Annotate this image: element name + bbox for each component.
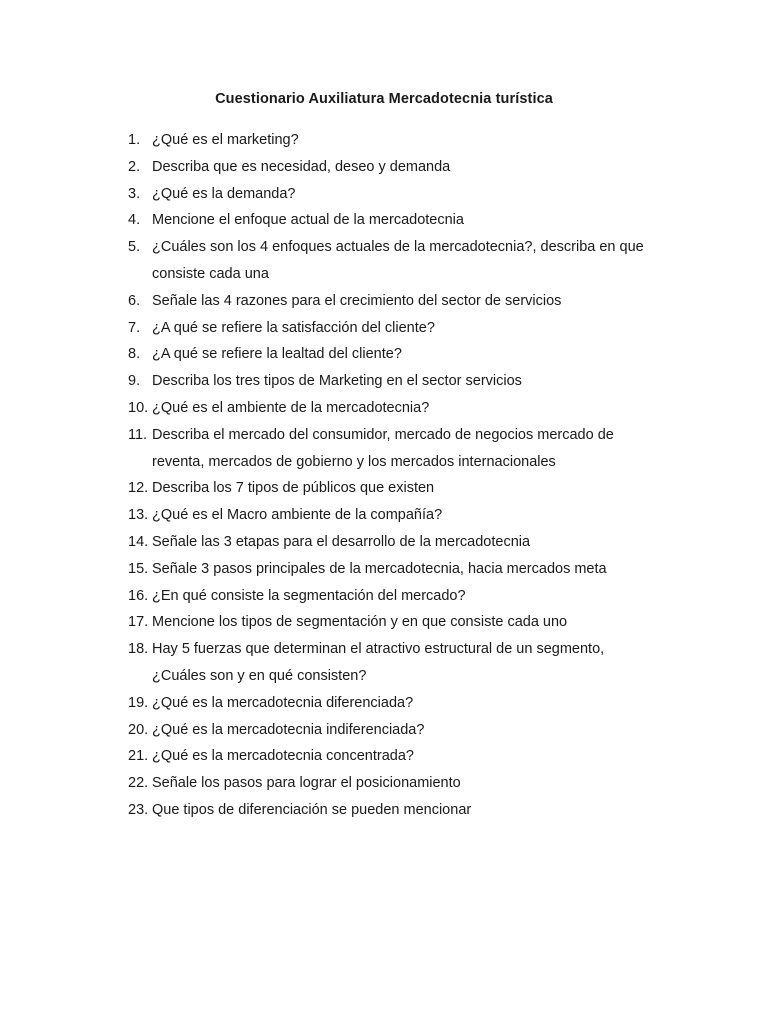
question-number: 3.: [128, 185, 141, 202]
question-text: ¿Qué es la mercadotecnia concentrada?: [152, 748, 414, 765]
question-number: 9.: [128, 373, 141, 390]
question-item: [128, 797, 648, 824]
question-item: [128, 717, 648, 744]
question-number: 10.: [128, 399, 149, 416]
question-text: ¿Qué es el Macro ambiente de la compañía?: [152, 507, 443, 524]
question-number: 23.: [128, 801, 149, 818]
question-number: 11.: [128, 426, 148, 443]
question-text: ¿En qué consiste la segmentación del mercado?: [152, 587, 466, 604]
question-text: Señale las 4 razones para el crecimiento del sector de servicios: [152, 292, 562, 309]
question-item: [128, 368, 648, 395]
question-item: [128, 770, 648, 797]
question-number: 7.: [128, 319, 141, 336]
question-item: [128, 341, 648, 368]
question-item: [128, 207, 648, 234]
question-number: 21.: [128, 748, 149, 765]
question-item: [128, 636, 648, 690]
question-number: 4.: [128, 212, 141, 229]
question-item: [128, 422, 648, 476]
question-text: ¿Qué es la mercadotecnia indiferenciada?: [152, 721, 425, 738]
question-text: Señale los pasos para lograr el posicionamiento: [152, 775, 461, 792]
question-item: [128, 609, 648, 636]
question-number: 17.: [128, 614, 149, 631]
question-text: Mencione los tipos de segmentación y en que consiste cada uno: [152, 614, 568, 631]
question-item: [128, 288, 648, 315]
question-item: [128, 234, 648, 288]
question-number: 16.: [128, 587, 149, 604]
question-item: [128, 583, 648, 610]
question-number: 19.: [128, 694, 149, 711]
question-text: ¿A qué se refiere la satisfacción del cliente?: [152, 319, 435, 336]
question-item: [128, 181, 648, 208]
question-text: Señale 3 pasos principales de la mercadotecnia, hacia mercados meta: [152, 560, 607, 577]
question-text: Mencione el enfoque actual de la mercadotecnia: [152, 212, 464, 229]
question-number: 22.: [128, 775, 149, 792]
question-item: [128, 556, 648, 583]
question-item: [128, 315, 648, 342]
question-text: ¿Cuáles son los 4 enfoques actuales de la mercadotecnia?, describa en que consiste cada una: [152, 239, 644, 282]
question-item: [128, 529, 648, 556]
document-title: Cuestionario Auxiliatura Mercadotecnia turística: [215, 91, 553, 107]
question-number: 12.: [128, 480, 149, 497]
question-text: ¿Qué es el marketing?: [152, 132, 299, 148]
question-text: ¿Qué es el ambiente de la mercadotecnia?: [152, 399, 430, 416]
question-item: [128, 502, 648, 529]
question-item: [128, 475, 648, 502]
question-number: 1.: [128, 132, 141, 148]
question-text: ¿Qué es la mercadotecnia diferenciada?: [152, 694, 414, 711]
question-item: [128, 127, 648, 154]
question-text: Que tipos de diferenciación se pueden mencionar: [152, 801, 472, 818]
question-number: 5.: [128, 239, 141, 256]
question-text: ¿Qué es la demanda?: [152, 185, 296, 202]
question-number: 18.: [128, 641, 149, 658]
question-number: 15.: [128, 560, 149, 577]
question-number: 6.: [128, 292, 141, 309]
question-text: Señale las 3 etapas para el desarrollo de la mercadotecnia: [152, 533, 531, 550]
question-number: 14.: [128, 533, 149, 550]
question-text: Describa los tres tipos de Marketing en el sector servicios: [152, 373, 522, 390]
question-item: [128, 395, 648, 422]
question-number: 8.: [128, 346, 141, 363]
question-item: [128, 690, 648, 717]
question-number: 20.: [128, 721, 149, 738]
question-text: Describa los 7 tipos de públicos que existen: [152, 480, 435, 497]
question-list: [128, 127, 648, 824]
question-item: [128, 743, 648, 770]
question-text: Describa que es necesidad, deseo y demanda: [152, 158, 451, 175]
question-text: ¿A qué se refiere la lealtad del cliente?: [152, 346, 402, 363]
question-item: [128, 154, 648, 181]
question-number: 2.: [128, 158, 141, 175]
question-number: 13.: [128, 507, 149, 524]
question-text: Hay 5 fuerzas que determinan el atractivo estructural de un segmento, ¿Cuáles son y en qué consisten?: [152, 641, 605, 684]
question-text: Describa el mercado del consumidor, mercado de negocios mercado de reventa, mercados de gobierno y los mercados internacionales: [152, 426, 614, 470]
